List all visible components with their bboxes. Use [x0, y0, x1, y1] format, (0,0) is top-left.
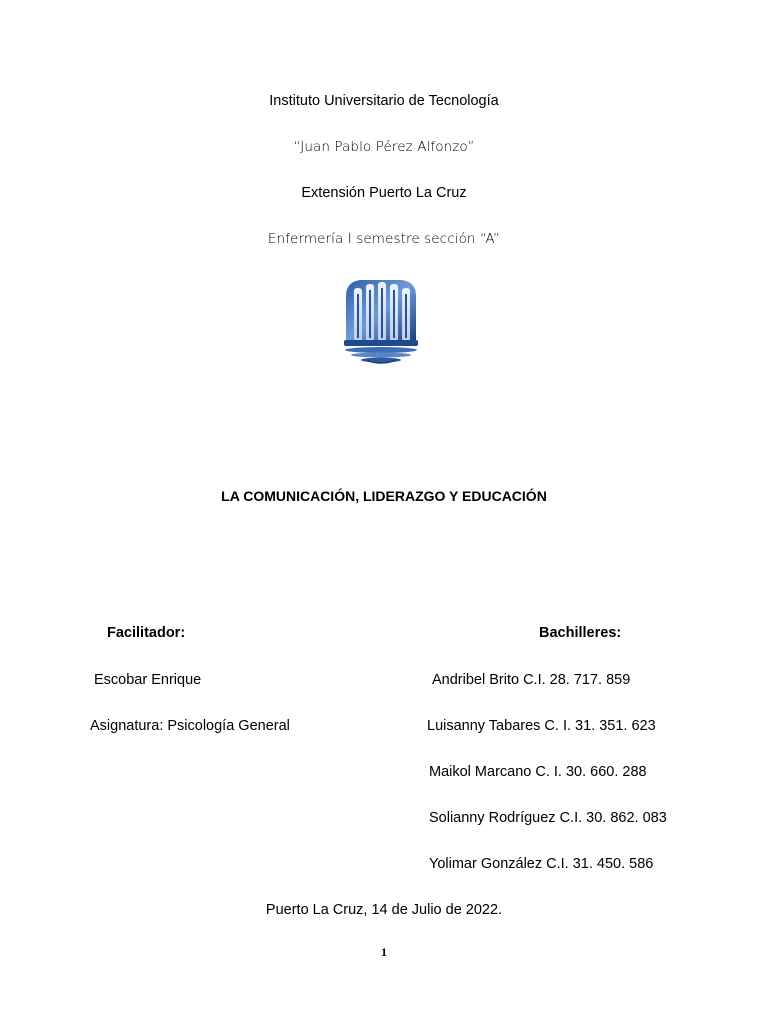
institute-logo-icon [340, 274, 422, 366]
extension-name: Extensión Puerto La Cruz [301, 185, 467, 201]
document-title: LA COMUNICACIÓN, LIDERAZGO Y EDUCACIÓN [221, 488, 547, 504]
course-section: Enfermería I semestre sección “A” [267, 231, 501, 247]
student-item: Solianny Rodríguez C.I. 30. 862. 083 [429, 810, 667, 826]
place-date: Puerto La Cruz, 14 de Julio de 2022. [265, 902, 503, 918]
page-number: 1 [381, 945, 387, 959]
student-item: Yolimar González C.I. 31. 450. 586 [429, 856, 654, 872]
facilitator-name: Escobar Enrique [94, 672, 202, 688]
student-item: Luisanny Tabares C. I. 31. 351. 623 [427, 718, 656, 734]
student-item: Andribel Brito C.I. 28. 717. 859 [432, 672, 631, 688]
subject-name: Asignatura: Psicología General [90, 718, 290, 734]
student-item: Maikol Marcano C. I. 30. 660. 288 [429, 764, 647, 780]
institute-name: Instituto Universitario de Tecnología [269, 93, 499, 109]
students-heading: Bachilleres: [539, 625, 622, 641]
institute-namesake: “Juan Pablo Pérez Alfonzo” [293, 139, 475, 155]
facilitator-heading: Facilitador: [107, 625, 186, 641]
